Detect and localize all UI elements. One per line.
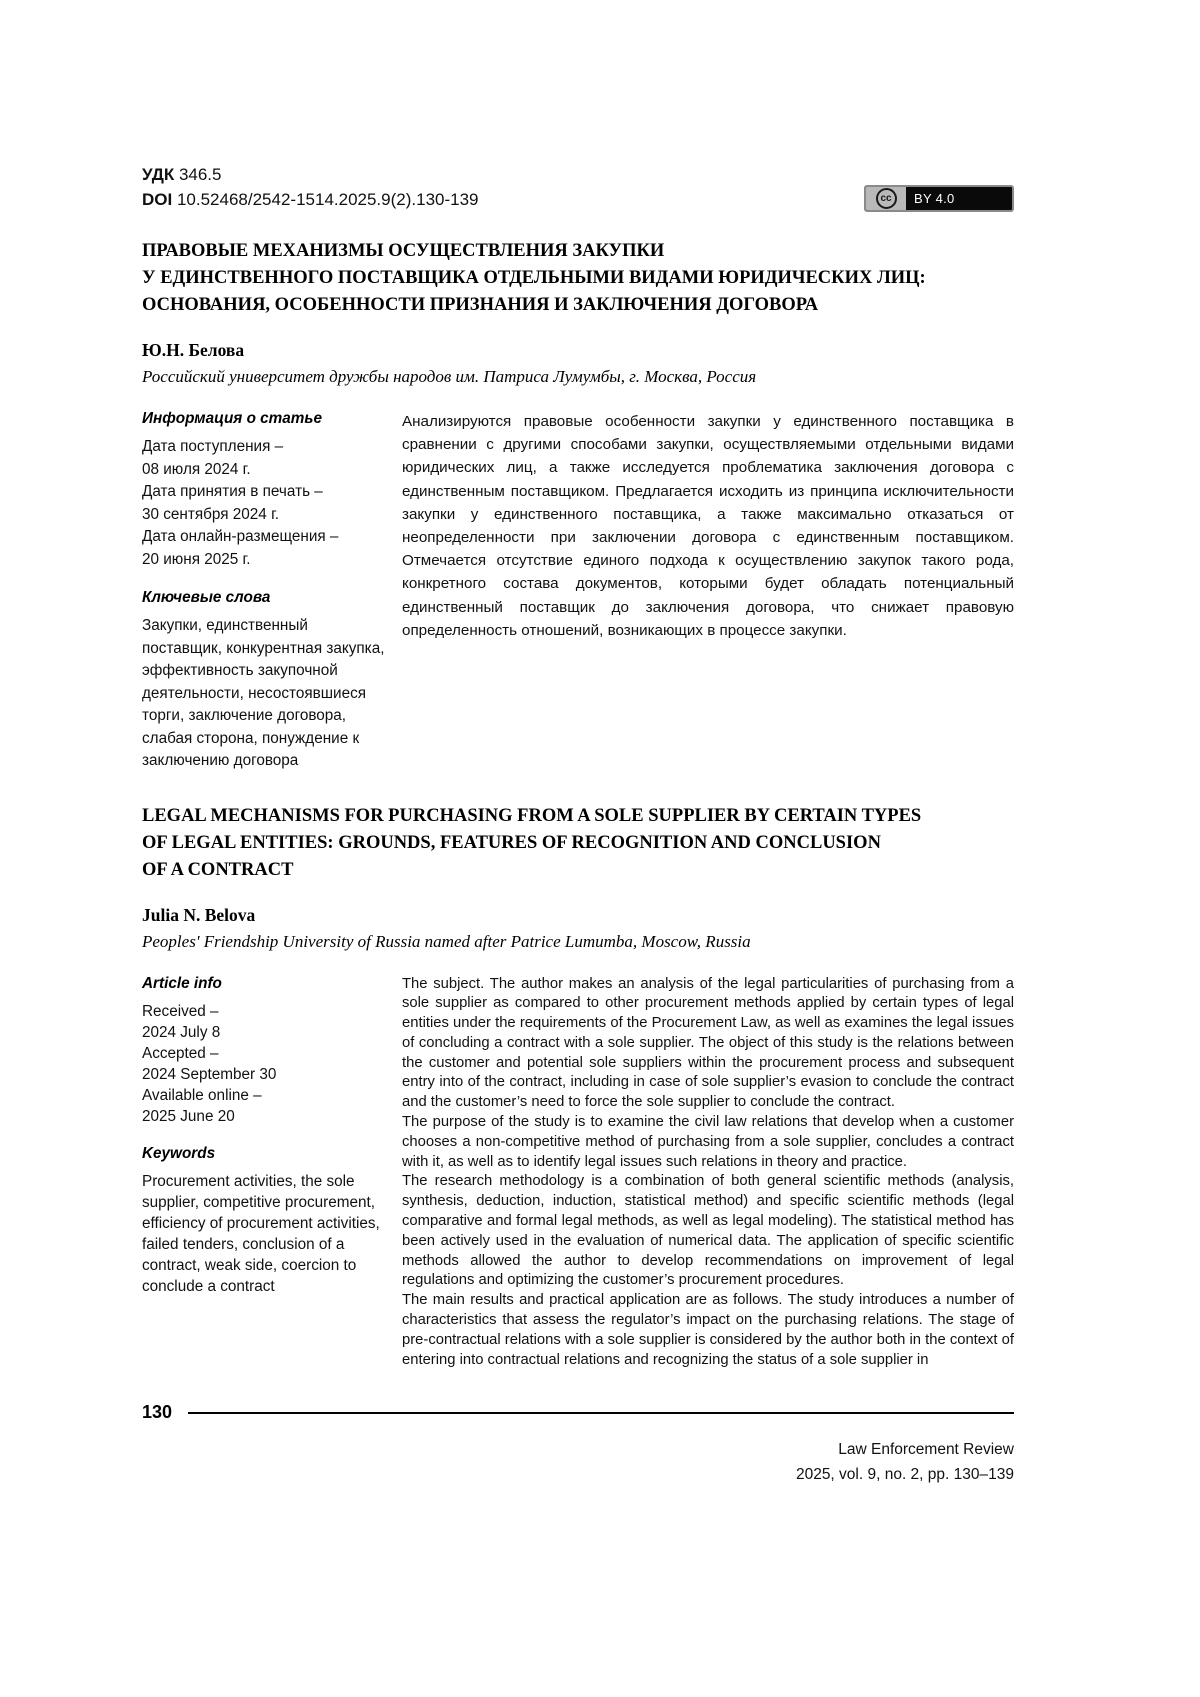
russian-keywords-label: Ключевые слова xyxy=(142,589,271,606)
received-label-en: Received – xyxy=(142,1002,219,1020)
english-abstract xyxy=(402,975,1014,1371)
russian-keywords: Закупки, единственный поставщик, конкурентная закупка, эффективность закупочной деятельности, несостоявшиеся торги, заключение договора, слабая сторона, понуждение к заключению договора xyxy=(142,617,385,769)
russian-affiliation: Российский университет дружбы народов им. Патриса Лумумбы, г. Москва, Россия xyxy=(142,367,757,386)
english-article-info-column xyxy=(142,975,388,1371)
russian-article-info-dates xyxy=(142,436,388,571)
doi-value: 10.52468/2542-1514.2025.9(2).130-139 xyxy=(176,190,479,209)
online-date-ru: 20 июня 2025 г. xyxy=(142,550,251,568)
english-article-info-dates xyxy=(142,1001,388,1127)
russian-abstract: Анализируются правовые особенности закупки у единственного поставщика в сравнении с другими способами закупки, осуществляемыми отдельными видами юридических лиц, а также исследуется проблематика заключения договора с единственным поставщиком. Предлагается исходить из принципа исключительности закупки у единственного поставщика, а также максимально отказаться от неопределенности при заключении договора с единственным поставщиком. Отмечается отсутствие единого подхода к осуществлению закупок такого рода, конкретного состава документов, которыми будет обладать потенциальный единственный поставщик до заключения договора, что снижает правовую определенность отношений, возникающих в процессе закупки. xyxy=(402,413,1014,639)
russian-title-line-1: ПРАВОВЫЕ МЕХАНИЗМЫ ОСУЩЕСТВЛЕНИЯ ЗАКУПКИ xyxy=(142,241,665,261)
english-title-line-2: OF LEGAL ENTITIES: GROUNDS, FEATURES OF RECOGNITION AND CONCLUSION xyxy=(142,832,881,853)
page-footer xyxy=(142,1402,1014,1423)
online-label-ru: Дата онлайн-размещения – xyxy=(142,528,339,545)
online-date-en: 2025 June 20 xyxy=(142,1107,235,1125)
russian-article-info-column xyxy=(142,410,388,773)
english-keywords-label: Keywords xyxy=(142,1144,216,1162)
accepted-label-ru: Дата принятия в печать – xyxy=(142,483,323,500)
cc-license-label: BY 4.0 xyxy=(914,191,955,206)
english-abstract-paragraph-3: The research methodology is a combination of both general scientific methods (analysis, synthesis, deduction, induction, statistical method) and specific scientific methods (legal comparative and formal legal methods, as well as legal modeling). The statistical method has been actively used in the evaluation of numerical data. The application of specific scientific methods allowed the author to develop recommendations on improvement of legal regulations and optimizing the customer’s procurement procedures. xyxy=(402,1173,1014,1289)
english-author: Julia N. Belova xyxy=(142,904,256,925)
english-title-line-1: LEGAL MECHANISMS FOR PURCHASING FROM A SOLE SUPPLIER BY CERTAIN TYPES xyxy=(142,805,922,826)
accepted-label-en: Accepted – xyxy=(142,1044,219,1062)
udk-label: УДК xyxy=(142,165,175,184)
journal-info xyxy=(142,1437,1014,1487)
russian-title-line-3: ОСНОВАНИЯ, ОСОБЕННОСТИ ПРИЗНАНИЯ И ЗАКЛЮЧЕНИЯ ДОГОВОРА xyxy=(142,295,819,315)
russian-title xyxy=(142,238,1014,319)
english-abstract-paragraph-1: The subject. The author makes an analysis of the legal particularities of purchasing from a sole supplier as compared to other procurement methods applied by certain types of legal entities under the requirements of the Procurement Law, as well as examines the legal issues of concluding a contract with a sole supplier. The object of this study is the relations between the customer and potential sole suppliers within the procurement process and subsequent entry into of the contract, including in case of sole supplier’s evasion to conclude the contract and the customer’s need to force the sole supplier to conclude the contract. xyxy=(402,975,1014,1111)
article-identifiers xyxy=(142,162,479,212)
english-article-info-label: Article info xyxy=(142,974,222,992)
russian-title-line-2: У ЕДИНСТВЕННОГО ПОСТАВЩИКА ОТДЕЛЬНЫМИ ВИДАМИ ЮРИДИЧЕСКИХ ЛИЦ: xyxy=(142,268,926,288)
english-title-line-3: OF A CONTRACT xyxy=(142,859,294,880)
page-number: 130 xyxy=(142,1402,173,1423)
english-abstract-paragraph-4: The main results and practical application are as follows. The study introduces a number of characteristics that assess the regulator’s impact on the purchasing relations. The stage of pre-contractual relations with a sole supplier is considered by the author both in the context of entering into contractual relations and recognizing the status of a sole supplier in xyxy=(402,1292,1014,1368)
english-title xyxy=(142,803,1014,884)
doi-label: DOI xyxy=(142,190,173,209)
journal-issue: 2025, vol. 9, no. 2, pp. 130–139 xyxy=(795,1466,1014,1484)
english-abstract-paragraph-2: The purpose of the study is to examine the civil law relations that develop when a customer chooses a non-competitive method of purchasing from a sole supplier, concludes a contract with it, as well as to identify legal issues such relations in theory and practice. xyxy=(402,1114,1014,1170)
russian-info-section xyxy=(142,410,1014,773)
page-header xyxy=(142,162,1014,212)
received-date-en: 2024 July 8 xyxy=(142,1023,221,1041)
doi-line xyxy=(142,187,479,212)
received-label-ru: Дата поступления – xyxy=(142,438,284,455)
footer-rule xyxy=(188,1412,1014,1414)
cc-circle-icon: cc xyxy=(876,188,897,209)
russian-article-info-label: Информация о статье xyxy=(142,410,322,427)
russian-author: Ю.Н. Белова xyxy=(142,340,245,360)
cc-icon xyxy=(866,187,906,210)
udk-line xyxy=(142,162,479,187)
english-info-section xyxy=(142,975,1014,1371)
udk-value: 346.5 xyxy=(178,165,222,184)
accepted-date-en: 2024 September 30 xyxy=(142,1065,277,1083)
received-date-ru: 08 июля 2024 г. xyxy=(142,460,251,478)
english-affiliation: Peoples' Friendship University of Russia named after Patrice Lumumba, Moscow, Russia xyxy=(142,931,751,951)
online-label-en: Available online – xyxy=(142,1086,262,1104)
journal-name: Law Enforcement Review xyxy=(838,1441,1014,1459)
cc-license-badge xyxy=(864,185,1014,212)
english-keywords: Procurement activities, the sole supplier, competitive procurement, efficiency of procurement activities, failed tenders, conclusion of a contract, weak side, coercion to conclude a contract xyxy=(142,1172,380,1295)
accepted-date-ru: 30 сентября 2024 г. xyxy=(142,505,280,523)
